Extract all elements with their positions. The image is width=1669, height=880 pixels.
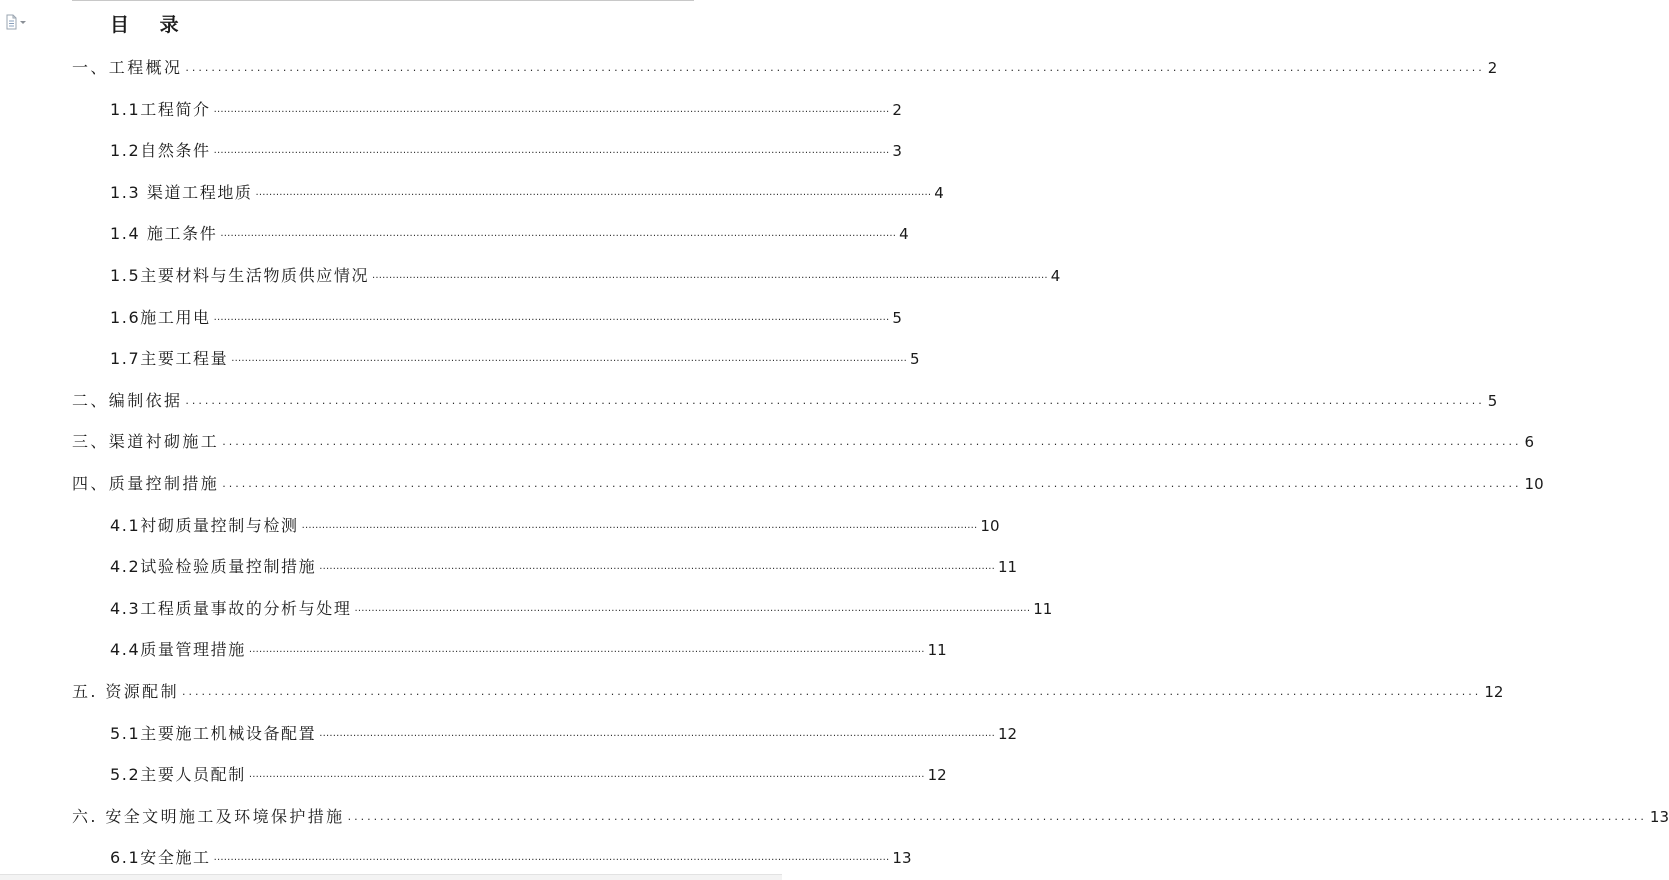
toc-title: 目 录 <box>110 14 191 36</box>
toc-page-number: 5 <box>1487 391 1498 410</box>
toc-page-number: 11 <box>998 558 1018 577</box>
toc-entry[interactable] <box>110 554 1018 578</box>
toc-entry-text: 4.1衬砌质量控制与检测 <box>110 515 299 535</box>
toc-entry-text: 4.4质量管理措施 <box>110 640 246 660</box>
toc-dot-leader: ........................................................................................................................................................................................................ <box>248 769 925 781</box>
toc-dot-leader: ........................................................................................................................................................................................................ <box>222 435 1522 449</box>
toc-page-number: 4 <box>1050 267 1061 285</box>
toc-entry[interactable] <box>72 388 1498 412</box>
toc-entry[interactable] <box>110 762 947 786</box>
toc-dot-leader: ........................................................................................................................................................................................................ <box>222 477 1522 490</box>
toc-entry[interactable] <box>72 471 1544 495</box>
toc-entry-text: 1.1工程简介 <box>110 99 211 119</box>
toc-entry-text: 一、工程概况 <box>72 58 183 77</box>
toc-dot-leader: ........................................................................................................................................................................................................ <box>213 103 890 115</box>
toc-dot-leader: ........................................................................................................................................................................................................ <box>301 519 978 531</box>
toc-entry[interactable] <box>110 221 909 245</box>
toc-entry-text: 6.1安全施工 <box>110 848 211 868</box>
toc-entry[interactable] <box>110 97 902 121</box>
toc-page-number: 4 <box>934 183 944 202</box>
toc-entry[interactable] <box>72 679 1504 703</box>
toc-dot-leader: ........................................................................................................................................................................................................ <box>347 809 1647 823</box>
toc-dot-leader: ........................................................................................................................................................................................................ <box>255 186 932 198</box>
toc-entry-text: 1.2自然条件 <box>110 141 211 161</box>
toc-dot-leader: ........................................................................................................................................................................................................ <box>181 685 1482 698</box>
toc-entry[interactable] <box>110 513 1000 537</box>
toc-page-number: 11 <box>927 641 947 660</box>
page-bottom-edge <box>0 874 782 880</box>
toc-entry[interactable] <box>110 138 902 162</box>
toc-page-number: 12 <box>1484 683 1504 701</box>
toc-entry-text: 5.2主要人员配制 <box>110 765 246 785</box>
toc-page-number: 5 <box>892 308 902 327</box>
document-menu-icon[interactable] <box>5 14 33 30</box>
toc-page-number: 4 <box>899 225 909 244</box>
toc-dot-leader: ........................................................................................................................................................................................................ <box>354 602 1031 614</box>
toc-dot-leader: ........................................................................................................................................................................................................ <box>372 270 1048 281</box>
page-top-border <box>72 0 694 1</box>
toc-entry[interactable] <box>110 596 1053 620</box>
toc-entry[interactable] <box>110 180 944 204</box>
toc-entry-text: 4.3工程质量事故的分析与处理 <box>110 598 352 618</box>
toc-entry-text: 1.7主要工程量 <box>110 349 229 369</box>
toc-dot-leader: ........................................................................................................................................................................................................ <box>319 561 995 573</box>
toc-page-number: 13 <box>1649 807 1669 826</box>
toc-entry-text: 六. 安全文明施工及环境保护措施 <box>72 806 345 826</box>
toc-page-number: 6 <box>1524 433 1535 452</box>
toc-dot-leader: ........................................................................................................................................................................................................ <box>231 353 907 365</box>
toc-dot-leader: ........................................................................................................................................................................................................ <box>213 145 890 157</box>
toc-entry[interactable] <box>110 845 912 869</box>
toc-entry[interactable] <box>110 305 902 329</box>
toc-page-number: 2 <box>1487 59 1498 77</box>
toc-entry-text: 二、编制依据 <box>72 390 183 410</box>
toc-page-number: 12 <box>927 766 947 785</box>
toc-entry-text: 1.6施工用电 <box>110 307 211 327</box>
toc-dot-leader: ........................................................................................................................................................................................................ <box>319 727 995 739</box>
toc-entry-text: 4.2试验检验质量控制措施 <box>110 557 317 577</box>
toc-entry-text: 1.3 渠道工程地质 <box>110 182 253 202</box>
toc-entry-text: 五. 资源配制 <box>72 682 179 701</box>
toc-dot-leader: ........................................................................................................................................................................................................ <box>248 644 925 656</box>
toc-entry[interactable] <box>110 637 947 661</box>
toc-page-number: 12 <box>998 724 1018 743</box>
toc-entry-text: 三、渠道衬砌施工 <box>72 432 220 452</box>
toc-dot-leader: ........................................................................................................................................................................................................ <box>213 311 890 323</box>
toc-page-number: 11 <box>1033 599 1053 618</box>
toc-page-number: 5 <box>910 350 920 369</box>
toc-page-number: 2 <box>892 100 902 119</box>
toc-entry[interactable] <box>72 804 1669 828</box>
toc-entry[interactable] <box>110 263 1061 287</box>
toc-page-number: 13 <box>892 849 912 868</box>
toc-entry[interactable] <box>110 721 1018 745</box>
toc-page-number: 10 <box>1524 475 1544 493</box>
toc-entry-text: 5.1主要施工机械设备配置 <box>110 723 317 743</box>
toc-page-number: 10 <box>980 516 1000 535</box>
toc-entry[interactable] <box>72 55 1498 79</box>
toc-entry-text: 四、质量控制措施 <box>72 474 220 493</box>
toc-dot-leader: ........................................................................................................................................................................................................ <box>220 228 897 240</box>
toc-dot-leader: ........................................................................................................................................................................................................ <box>213 852 890 864</box>
toc-entry[interactable] <box>110 346 920 370</box>
toc-entry-text: 1.5主要材料与生活物质供应情况 <box>110 266 370 285</box>
toc-page-number: 3 <box>892 142 902 161</box>
toc-dot-leader: ........................................................................................................................................................................................................ <box>185 393 1485 407</box>
toc-entry-text: 1.4 施工条件 <box>110 224 218 244</box>
toc-dot-leader: ........................................................................................................................................................................................................ <box>185 61 1485 74</box>
toc-entry[interactable] <box>72 429 1535 453</box>
